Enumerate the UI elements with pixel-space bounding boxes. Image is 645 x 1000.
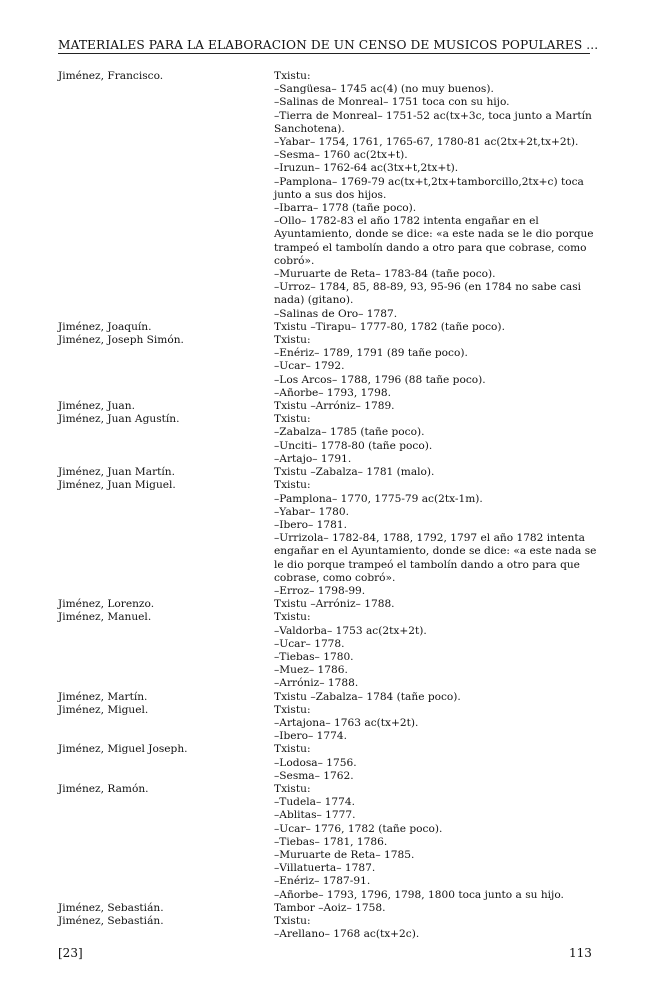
entry-row	[58, 783, 598, 902]
musician-name: Jiménez, Francisco.	[58, 70, 164, 82]
entry-row	[58, 704, 598, 744]
musician-name: Jiménez, Juan Martín.	[58, 466, 175, 479]
record-line: –Villatuerta– 1787.	[274, 862, 376, 875]
instrument-line: Txistu:	[274, 413, 311, 426]
musician-name: Jiménez, Sebastián.	[58, 915, 164, 927]
record-line: –Pamplona– 1769-79 ac(tx+t,2tx+tamborcillo,2tx+c) toca	[274, 175, 584, 188]
entry-details	[274, 743, 588, 783]
entry-details	[274, 915, 588, 941]
record-line: cobrase, como cobró».	[274, 571, 396, 584]
musician-name: Jiménez, Juan Agustín.	[58, 413, 180, 426]
record-line: –Tierra de Monreal– 1751-52 ac(tx+3c, toca junto a Martín	[274, 109, 592, 122]
record-line: –Añorbe– 1793, 1796, 1798, 1800 toca junto a su hijo.	[274, 888, 564, 901]
record-line: –Artajona– 1763 ac(tx+2t).	[274, 716, 419, 729]
record-line: –Arróniz– 1788.	[274, 677, 359, 690]
record-line: –Ollo– 1782-83 el año 1782 intenta engañar en el	[274, 215, 539, 228]
entry-details	[274, 466, 588, 479]
page-number: 113	[569, 946, 592, 960]
entry-row	[58, 598, 598, 611]
record-line: nada) (gitano).	[274, 294, 354, 307]
entry-row	[58, 466, 598, 479]
entry-row	[58, 915, 598, 941]
record-line: –Artajo– 1791.	[274, 452, 352, 465]
record-line: Sanchotena).	[274, 122, 345, 135]
record-line: –Ucar– 1792.	[274, 360, 345, 373]
instrument-line: Txistu:	[274, 915, 311, 927]
musician-name: Jiménez, Joseph Simón.	[58, 334, 184, 347]
entry-row	[58, 321, 598, 334]
instrument-line: Tambor –Aoiz– 1758.	[274, 901, 386, 914]
record-line: –Unciti– 1778-80 (tañe poco).	[274, 439, 433, 452]
instrument-line: Txistu –Zabalza– 1784 (tañe poco).	[274, 690, 461, 703]
instrument-line: Txistu:	[274, 70, 311, 82]
entry-row	[58, 334, 598, 400]
musician-name: Jiménez, Juan.	[58, 400, 135, 413]
record-line: –Salinas de Monreal– 1751 toca con su hijo.	[274, 96, 510, 109]
instrument-line: Txistu:	[274, 479, 311, 492]
entry-details	[274, 783, 588, 902]
entry-row	[58, 413, 598, 466]
record-line: –Valdorba– 1753 ac(2tx+2t).	[274, 624, 427, 637]
record-line: Ayuntamiento, donde se dice: «a este nada se le dio porque	[274, 228, 594, 241]
instrument-line: Txistu –Arróniz– 1789.	[274, 400, 395, 413]
musician-name: Jiménez, Miguel.	[58, 703, 149, 716]
record-line: –Ucar– 1776, 1782 (tañe poco).	[274, 822, 443, 835]
record-line: –Ibero– 1781.	[274, 518, 347, 531]
instrument-line: Txistu –Tirapu– 1777-80, 1782 (tañe poco).	[274, 320, 505, 333]
musician-name: Jiménez, Sebastián.	[58, 901, 164, 914]
record-line: –Tiebas– 1780.	[274, 650, 354, 663]
instrument-line: Txistu:	[274, 334, 311, 347]
entry-details	[274, 479, 597, 598]
instrument-line: Txistu:	[274, 703, 311, 716]
record-line: –Tudela– 1774.	[274, 796, 355, 809]
record-line: –Yabar– 1754, 1761, 1765-67, 1780-81 ac(2tx+2t,tx+2t).	[274, 136, 579, 149]
record-line: –Pamplona– 1770, 1775-79 ac(2tx-1m).	[274, 492, 483, 505]
entry-row	[58, 611, 598, 690]
musician-name: Jiménez, Miguel Joseph.	[58, 743, 188, 756]
record-line: –Ablitas– 1777.	[274, 809, 356, 822]
record-line: –Los Arcos– 1788, 1796 (88 tañe poco).	[274, 373, 486, 386]
musician-name: Jiménez, Joaquín.	[58, 320, 152, 333]
record-line: –Enériz– 1789, 1791 (89 tañe poco).	[274, 347, 468, 360]
record-line: –Salinas de Oro– 1787.	[274, 307, 398, 320]
record-line: –Iruzun– 1762-64 ac(3tx+t,2tx+t).	[274, 162, 459, 175]
record-line: –Añorbe– 1793, 1798.	[274, 386, 391, 399]
record-line: junto a sus dos hijos.	[274, 188, 387, 201]
entry-details	[274, 691, 588, 704]
record-line: cobró».	[274, 254, 315, 267]
instrument-line: Txistu –Zabalza– 1781 (malo).	[274, 466, 435, 479]
record-line: –Arellano– 1768 ac(tx+2c).	[274, 928, 420, 941]
footer-section-number: [23]	[58, 946, 83, 960]
instrument-line: Txistu:	[274, 782, 311, 795]
record-line: –Urroz– 1784, 85, 88-89, 93, 95-96 (en 1784 no sabe casi	[274, 281, 582, 294]
record-line: –Erroz– 1798-99.	[274, 584, 366, 597]
entry-details	[274, 413, 588, 466]
entry-details	[274, 902, 588, 915]
record-line: –Sesma– 1762.	[274, 769, 354, 782]
instrument-line: Txistu:	[274, 611, 311, 624]
entry-row	[58, 479, 598, 598]
record-line: –Tiebas– 1781, 1786.	[274, 835, 388, 848]
record-line: le dio porque trampeó el tambolín dando a otro para que	[274, 558, 580, 571]
musician-name: Jiménez, Manuel.	[58, 611, 152, 624]
record-line: –Muez– 1786.	[274, 664, 348, 677]
record-line: –Ibero– 1774.	[274, 730, 347, 743]
entry-details	[274, 598, 588, 611]
musician-name: Jiménez, Ramón.	[58, 782, 149, 795]
instrument-line: Txistu –Arróniz– 1788.	[274, 598, 395, 611]
record-line: –Ibarra– 1778 (tañe poco).	[274, 202, 417, 215]
record-line: –Muruarte de Reta– 1783-84 (tañe poco).	[274, 268, 496, 281]
record-line: –Ucar– 1778.	[274, 637, 345, 650]
record-line: –Zabalza– 1785 (tañe poco).	[274, 426, 425, 439]
record-line: –Lodosa– 1756.	[274, 756, 357, 769]
entry-details	[274, 70, 594, 321]
entry-details	[274, 704, 588, 744]
record-line: trampeó el tambolín dando a otro para que cobrase, como	[274, 241, 587, 254]
entry-details	[274, 400, 588, 413]
entry-row	[58, 400, 598, 413]
entry-row	[58, 743, 598, 783]
entry-row	[58, 691, 598, 704]
instrument-line: Txistu:	[274, 743, 311, 756]
musician-name: Jiménez, Lorenzo.	[58, 598, 155, 611]
musician-name: Jiménez, Martín.	[58, 690, 148, 703]
musician-name: Jiménez, Juan Miguel.	[58, 479, 176, 492]
entry-details	[274, 321, 588, 334]
record-line: –Enériz– 1787-91.	[274, 875, 371, 888]
entry-row	[58, 902, 598, 915]
record-line: –Sesma– 1760 ac(2tx+t).	[274, 149, 408, 162]
entry-details	[274, 611, 588, 690]
running-header: MATERIALES PARA LA ELABORACION DE UN CENSO DE MUSICOS POPULARES ...	[58, 38, 599, 52]
entry-details	[274, 334, 588, 400]
record-line: –Sangüesa– 1745 ac(4) (no muy buenos).	[274, 83, 494, 96]
record-line: –Yabar– 1780.	[274, 505, 349, 518]
record-line: engañar en el Ayuntamiento, donde se dice: «a este nada se	[274, 545, 597, 558]
entry-row	[58, 70, 598, 321]
record-line: –Muruarte de Reta– 1785.	[274, 848, 415, 861]
entry-list	[58, 70, 598, 941]
record-line: –Urrizola– 1782-84, 1788, 1792, 1797 el año 1782 intenta	[274, 532, 585, 545]
